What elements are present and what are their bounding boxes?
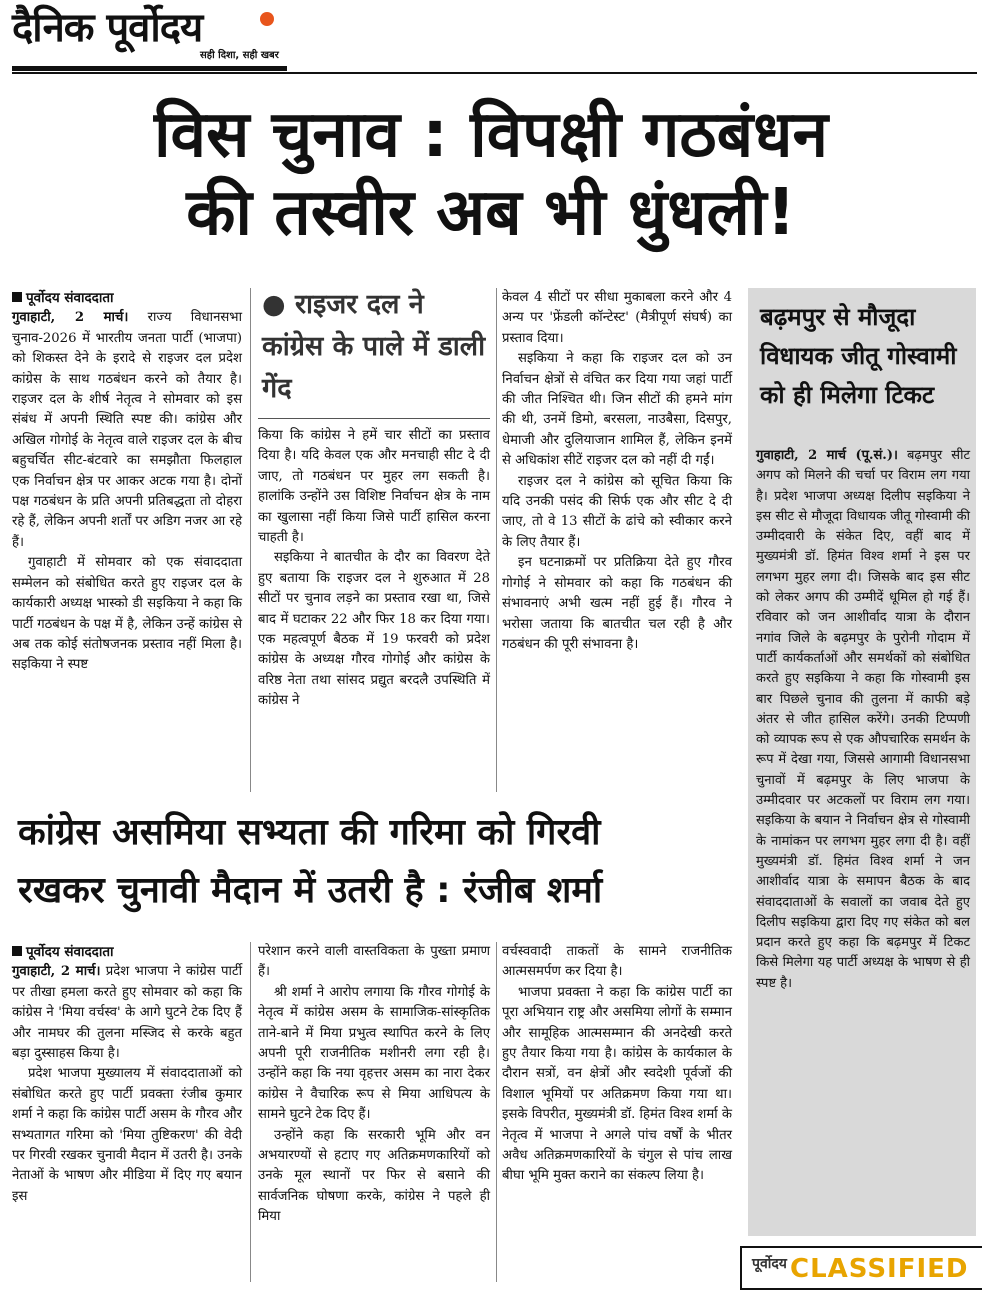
main-story-column-3 (502, 288, 732, 655)
column-divider (496, 288, 497, 792)
main-story-column-2 (258, 426, 490, 712)
masthead-title: दैनिक पूर्वोदय (12, 4, 203, 51)
paragraph: किया कि कांग्रेस ने हमें चार सीटों का प्रस्ताव दिया है। यदि केवल एक और मनचाही सीट दे दी जाए, तो गठबंधन पर मुहर लग सकती है। हालांकि उन्होंने उस विशिष्ट निर्वाचन क्षेत्र के नाम का खुलासा नहीं किया जिसे पार्टी हासिल करना चाहती है। (258, 428, 490, 546)
second-story-column-2 (258, 942, 490, 1228)
main-byline: पूर्वोदय संवाददाता (26, 290, 114, 306)
side-dateline: गुवाहाटी, 2 मार्च (पू.सं.)। (756, 448, 898, 463)
paragraph: उन्होंने कहा कि सरकारी भूमि और वन अभयारण्यों से हटाए गए अतिक्रमणकारियों को उनके मूल स्थानों पर फिर से बसाने की सार्वजनिक घोषणा करके, कांग्रेस ने पहले ही मिया (258, 1127, 490, 1225)
paragraph: भाजपा प्रवक्ता ने कहा कि कांग्रेस पार्टी का पूरा अभियान राष्ट्र और असमिया लोगों के सम्मान और सामूहिक आत्मसम्मान की अनदेखी करते हुए तैयार किया गया है। कांग्रेस के कार्यकाल के दौरान सत्रों, वन क्षेत्रों और स्वदेशी पूर्वजों की विशाल भूमियों पर अतिक्रमण किया गया था। इसके विपरीत, मुख्यमंत्री डॉ. हिमंत विश्व शर्मा के नेतृत्व में भाजपा ने अगले पांच वर्षों के भीतर अवैध अतिक्रमणकारियों के चंगुल से पांच लाख बीघा भूमि मुक्त कराने का संकल्प लिया है। (502, 984, 733, 1184)
main-story-column-1 (12, 288, 242, 676)
classified-label: CLASSIFIED (790, 1254, 969, 1284)
paragraph: परेशान करने वाली वास्तविकता के पुख्ता प्रमाण हैं। (258, 944, 490, 980)
side-story-headline: बढ़मपुर से मौजूदा विधायक जीतू गोस्वामी को ही मिलेगा टिकट (760, 303, 957, 409)
classified-logo: पूर्वोदय (752, 1256, 787, 1272)
second-story-column-1 (12, 942, 242, 1207)
column-divider (250, 942, 251, 1282)
second-story-column-3 (502, 942, 732, 1187)
paragraph (12, 308, 242, 553)
paragraph: केवल 4 सीटों पर सीधा मुकाबला करने और 4 अन्य पर 'फ्रेंडली कॉन्टेस्ट' (मैत्रीपूर्ण संघर्ष) का प्रस्ताव दिया। (502, 290, 732, 346)
masthead-dot-icon (260, 12, 274, 26)
paragraph: गुवाहाटी में सोमवार को एक संवाददाता सम्मेलन को संबोधित करते हुए राइजर दल के कार्यकारी अध्यक्ष भास्को डी सइकिया ने कहा कि पार्टी गठबंधन के पक्ष में है, लेकिन उन्हें कांग्रेस से अब तक कोई संतोषजनक प्रस्ताव नहीं मिला है। सइकिया ने स्पष्ट (12, 555, 242, 673)
paragraph: इन घटनाक्रमों पर प्रतिक्रिया देते हुए गौरव गोगोई ने सोमवार को कहा कि गठबंधन की संभावनाएं अभी खत्म नहीं हुई हैं। गौरव ने भरोसा जताया कि बातचीत चल रही है और गठबंधन की पूरी संभावना है। (502, 555, 732, 652)
side-story-body (756, 446, 970, 994)
paragraph (12, 962, 242, 1064)
masthead-tagline: सही दिशा, सही खबर (200, 50, 279, 61)
second-headline-line2: रखकर चुनावी मैदान में उतरी है : रंजीब शर्मा (18, 870, 603, 911)
kicker-rule (258, 418, 490, 419)
byline-square-icon (12, 292, 22, 302)
paragraph: प्रदेश भाजपा मुख्यालय में संवाददाताओं को संबोधित करते हुए पार्टी प्रवक्ता रंजीब कुमार शर्मा ने कहा कि कांग्रेस पार्टी असम के गौरव और सभ्यतागत गरिमा को 'मिया तुष्टिकरण' की वेदी पर गिरवी रखकर चुनावी मैदान में उतरी है। उनके नेताओं के भाषण और मीडिया में दिए गए बयान इस (12, 1066, 242, 1204)
paragraph-text: प्रदेश भाजपा ने कांग्रेस पार्टी पर तीखा हमला करते हुए सोमवार को कहा कि कांग्रेस ने 'मिया वर्चस्व' के आगे घुटने टेक दिए हैं और नामघर की तुलना मस्जिद से करके बहुत बड़ा दुस्साहस किया है। (12, 964, 242, 1062)
column-divider (250, 288, 251, 792)
column-divider (496, 942, 497, 1282)
main-kicker: ● राइजर दल ने कांग्रेस के पाले में डाली गेंद (262, 289, 486, 404)
second-byline: पूर्वोदय संवाददाता (26, 944, 114, 960)
byline-square-icon (12, 946, 22, 956)
paragraph: श्री शर्मा ने आरोप लगाया कि गौरव गोगोई के नेतृत्व में कांग्रेस असम के सामाजिक-सांस्कृतिक ताने-बाने में मिया प्रभुत्व स्थापित करने के लिए अपनी पूरी राजनीतिक मशीनरी लगा रही है। उन्होंने कहा कि नया वृहत्तर असम का नारा देकर कांग्रेस ने वैचारिक रूप से मिया आधिपत्य के सामने घुटने टेक दिए हैं। (258, 984, 490, 1123)
second-dateline: गुवाहाटी, 2 मार्च। (12, 964, 101, 980)
main-dateline: गुवाहाटी, 2 मार्च। (12, 310, 129, 326)
main-headline-line2: की तस्वीर अब भी धुंधली! (186, 176, 796, 250)
masthead-bar (12, 66, 287, 71)
paragraph-text: बढ़मपुर सीट अगप को मिलने की चर्चा पर विराम लग गया है। प्रदेश भाजपा अध्यक्ष दिलीप सइकिया ने इस सीट से मौजूदा विधायक जीतू गोस्वामी की उम्मीदवारी के संकेत दिए, वहीं बाद में मुख्यमंत्री डॉ. हिमंत विश्व शर्मा ने इस पर लगभग मुहर लगा दी। जिसके बाद इस सीट को लेकर अगप की उम्मीदें धूमिल हो गई हैं। रविवार को जन आशीर्वाद यात्रा के दौरान नगांव जिले के बढ़मपुर के पुरोनी गोदाम में पार्टी कार्यकर्ताओं और समर्थकों को संबोधित करते हुए सइकिया ने कहा कि गोस्वामी इस बार पिछले चुनाव की तुलना में काफी बड़े अंतर से जीत हासिल करेंगे। उनकी टिप्पणी को व्यापक रूप से एक औपचारिक समर्थन के रूप में देखा गया, जिससे आगामी विधानसभा चुनावों में बढ़मपुर के लिए भाजपा के उम्मीदवार पर अटकलों पर विराम लग गया। सइकिया के बयान ने निर्वाचन क्षेत्र से गोस्वामी के नामांकन पर लगभग मुहर लगा दी है। वहीं मुख्यमंत्री डॉ. हिमंत विश्व शर्मा ने जन आशीर्वाद यात्रा के समापन बैठक के बाद संवाददाताओं के सवालों का जवाब देते हुए दिलीप सइकिया द्वारा दिए गए संकेत को बल प्रदान करते हुए कहा कि बढ़मपुर में टिकट किसे मिलेगा यह पार्टी अध्यक्ष के भाषण से ही स्पष्ट है। (756, 448, 970, 991)
paragraph: राइजर दल ने कांग्रेस को सूचित किया कि यदि उनकी पसंद की सिर्फ एक और सीट दे दी जाए, तो वे 13 सीटों के ढांचे को स्वीकार करने के लिए तैयार हैं। (502, 473, 732, 550)
paragraph: सइकिया ने बातचीत के दौर का विवरण देते हुए बताया कि राइजर दल ने शुरुआत में 28 सीटों पर चुनाव लड़ने का प्रस्ताव रखा था, जिसे बाद में घटाकर 22 और फिर 18 कर दिया गया। एक महत्वपूर्ण बैठक में 19 फरवरी को प्रदेश कांग्रेस के अध्यक्ष गौरव गोगोई और कांग्रेस के वरिष्ठ नेता तथा सांसद प्रद्युत बरदलै उपस्थिति में कांग्रेस ने (258, 550, 490, 709)
paragraph: सइकिया ने कहा कि राइजर दल को उन निर्वाचन क्षेत्रों से वंचित कर दिया गया जहां पार्टी की जीत निश्चित थी। जिन सीटों की हमने मांग की थी, उनमें डिमो, बरसला, नाउबैसा, दिसपुर, धेमाजी और दुलियाजान शामिल हैं, लेकिन इनमें से अधिकांश सीटें राइजर दल को नहीं दी गईं। (502, 351, 732, 469)
paragraph (756, 446, 970, 994)
paragraph: वर्चस्ववादी ताकतों के सामने राजनीतिक आत्मसमर्पण कर दिया है। (502, 944, 732, 980)
top-rule (12, 72, 977, 74)
second-headline-line1: कांग्रेस असमिया सभ्यता की गरिमा को गिरवी (18, 812, 601, 853)
main-headline-line1: विस चुनाव : विपक्षी गठबंधन (153, 98, 829, 172)
paragraph-text: राज्य विधानसभा चुनाव-2026 में भारतीय जनता पार्टी (भाजपा) को शिकस्त देने के इरादे से राइजर दल प्रदेश कांग्रेस के साथ गठबंधन करने को तैयार है। राइजर दल के शीर्ष नेतृत्व ने सोमवार को इस संबंध में अपनी स्थिति स्पष्ट की। कांग्रेस और अखिल गोगोई के नेतृत्व वाले राइजर दल के बीच बहुचर्चित सीट-बंटवारे का समझौता फिलहाल एक निर्वाचन क्षेत्र पर आकर अटक गया है। दोनों पक्ष गठबंधन के प्रति अपनी प्रतिबद्धता तो दोहरा रहे हैं, लेकिन अपनी शर्तों पर अडिग नजर आ रहे हैं। (12, 310, 242, 550)
